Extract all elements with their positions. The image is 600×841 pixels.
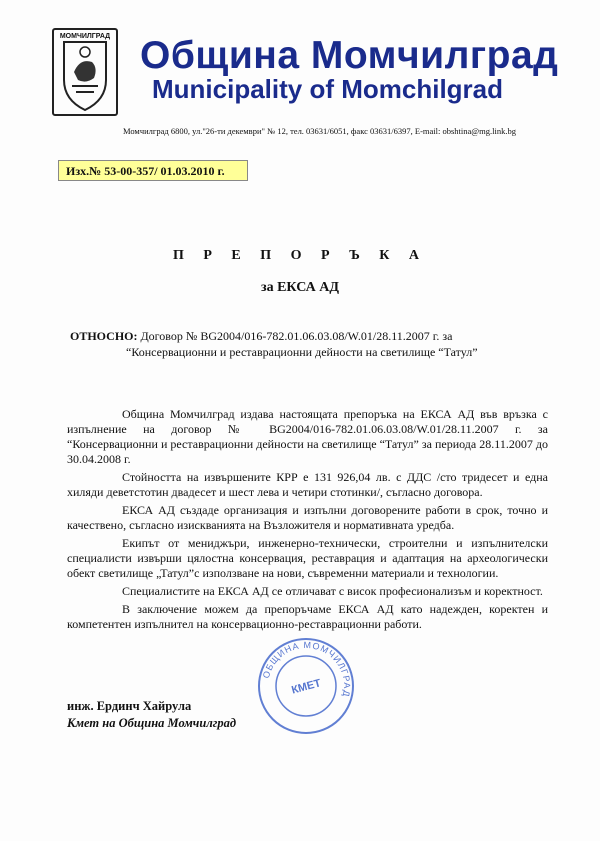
outgoing-reference-number: Изх.№ 53-00-357/ 01.03.2010 г. bbox=[58, 160, 248, 181]
municipality-crest-icon bbox=[52, 28, 118, 116]
signatory-name: инж. Ердинч Хайрула bbox=[67, 699, 192, 713]
subject-block bbox=[70, 328, 550, 360]
subject-line-2: “Консервационни и реставрационни дейности на светилище “Татул” bbox=[126, 345, 478, 359]
body-paragraph: Специалистите на ЕКСА АД се отличават с висок професионализъм и коректност. bbox=[122, 584, 543, 598]
body-paragraph: Екипът от мениджъри, инженерно-технически, строителни и изпълнителски специалисти извърши цялостна консервация, реставрация и адаптация на археологически обект светилище „Татул”с използване на нови, съвременни материали и технологии. bbox=[67, 536, 548, 580]
document-heading: П Р Е П О Р Ъ К А bbox=[172, 248, 428, 263]
stamp-ring-text: ОБЩИНА МОМЧИЛГРАД bbox=[260, 639, 353, 699]
body-paragraph: Стойността на извършените КРР е 131 926,04 лв. с ДДС /сто тридесет и една хиляди деветстотин двадесет и шест лева и четири стотинки/, съгласно договора. bbox=[67, 470, 548, 499]
subject-line-1: Договор № BG2004/016-782.01.06.03.08/W.01/28.11.2007 г. за bbox=[137, 329, 453, 343]
crest-caption: МОМЧИЛГРАД bbox=[59, 33, 111, 40]
subject-label: ОТНОСНО: bbox=[70, 329, 138, 343]
municipality-address: Момчилград 6800, ул."26-ти декември" № 12, тел. 03631/6051, факс 03631/6397, E-mail: obshtina@mg.link.bg bbox=[123, 126, 516, 136]
body-paragraph: ЕКСА АД създаде организация и изпълни договорените работи в срок, точно и качествено, съгласно изискванията на Възложителя и нормативната уредба. bbox=[67, 503, 548, 532]
body-paragraph: В заключение можем да препоръчаме ЕКСА АД като надежден, коректен и компетентен изпълнител на консервационно-реставрационни работи. bbox=[67, 602, 548, 631]
stamp-center-text: КМЕТ bbox=[290, 677, 323, 697]
municipality-title-bg: Община Момчилград bbox=[140, 34, 559, 77]
signatory-title: Кмет на Община Момчилград bbox=[67, 716, 237, 730]
letter-body bbox=[67, 407, 548, 635]
official-stamp-icon bbox=[256, 636, 356, 736]
municipality-title-en: Municipality of Momchilgrad bbox=[152, 74, 504, 104]
recipient-line: за ЕКСА АД bbox=[260, 280, 340, 295]
body-paragraph: Община Момчилград издава настоящата препоръка на ЕКСА АД във връзка с изпълнение на договор № BG2004/016-782.01.06.03.08/W.01/28.11.2007 г. за “Консервационни и реставрационни дейности на светилище “Татул” за периода 28.11.2007 до 30.04.2008 г. bbox=[67, 407, 548, 466]
